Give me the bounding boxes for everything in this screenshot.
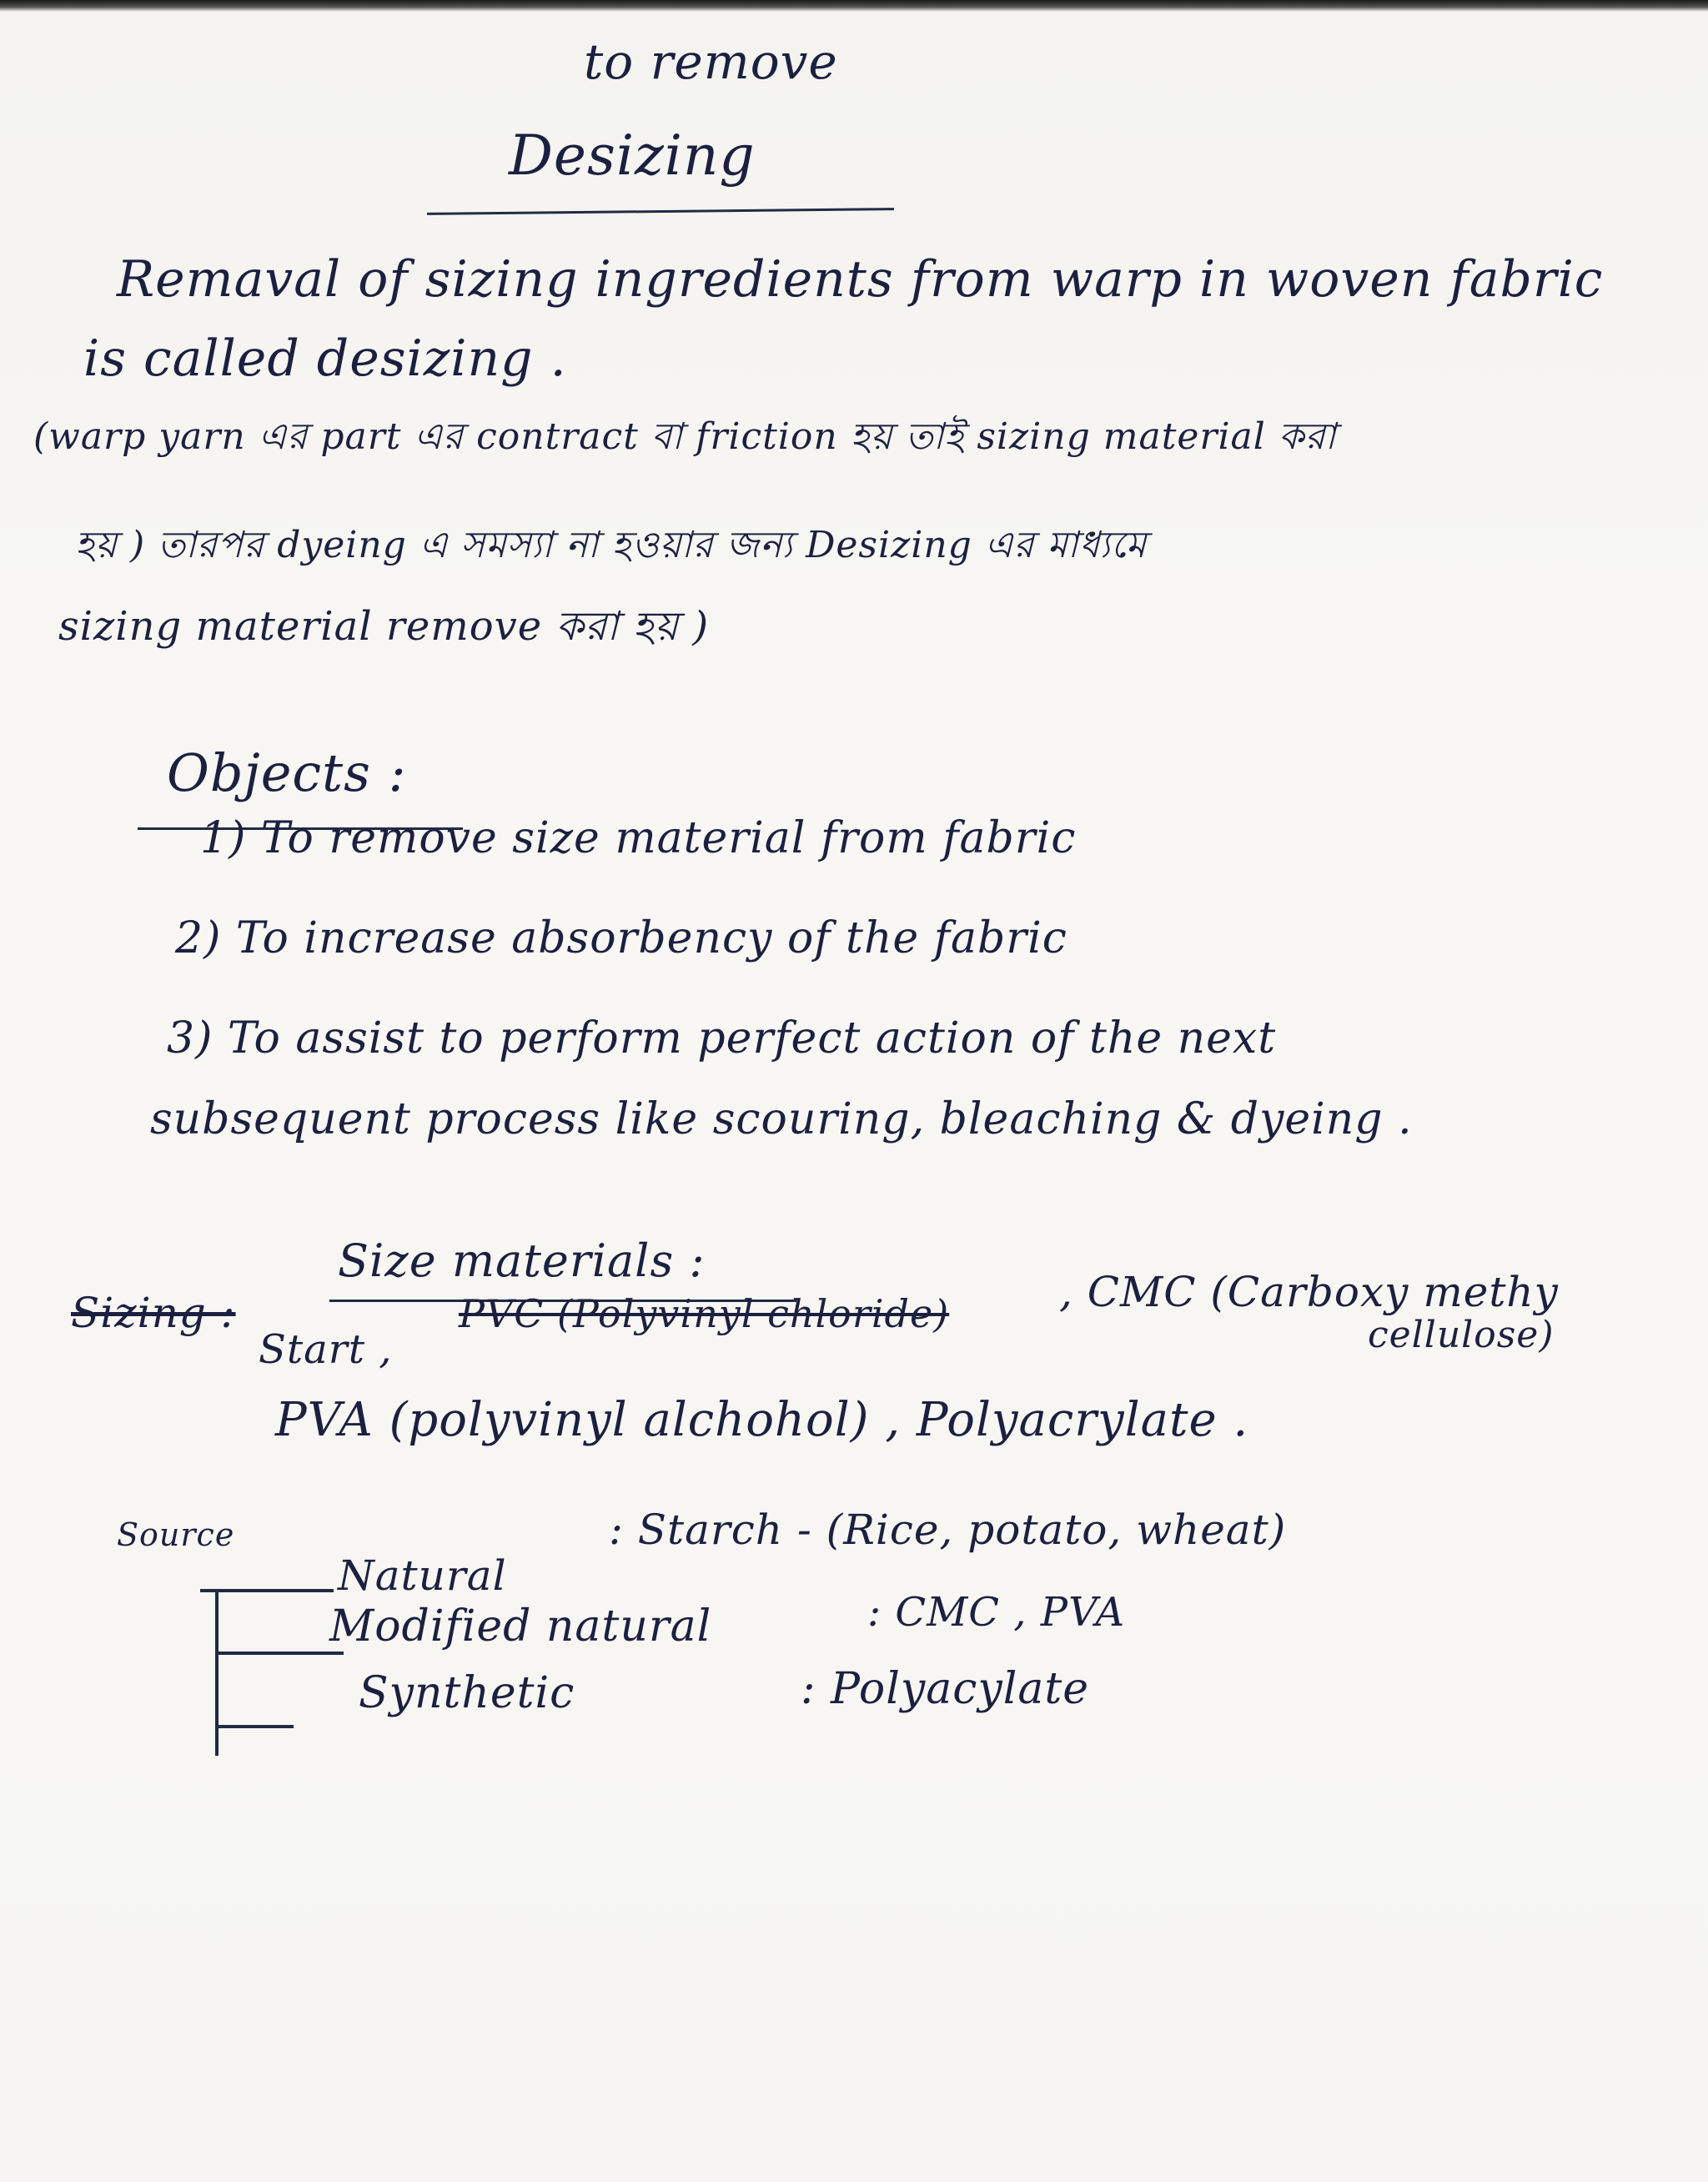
objects-item-3-continued: subsequent process like scouring, bleaching & dyeing . [150, 1094, 1413, 1144]
source-label: Source [117, 1516, 235, 1553]
source-natural-value: : Starch - (Rice, potato, wheat) [609, 1506, 1287, 1554]
page-title: Desizing [509, 123, 756, 188]
source-synthetic-value: : Polyacylate [801, 1664, 1090, 1714]
source-natural-name: Natural [338, 1551, 507, 1600]
source-tree-branch [219, 1652, 344, 1655]
bleed-through [500, 1885, 515, 1939]
size-pva-line: PVA (polyvinyl alchohol) , Polyacrylate . [275, 1393, 1249, 1447]
bleed-through [467, 684, 482, 738]
size-start: Start , [259, 1326, 393, 1373]
size-cmc: , CMC (Carboxy methy [1059, 1268, 1559, 1316]
size-cmc-continued: cellulose) [1368, 1314, 1555, 1356]
definition-line-1: Remaval of sizing ingredients from warp in woven fabric [117, 250, 1604, 309]
struck-pvc: PVC (Polyvinyl chloride) [459, 1291, 950, 1336]
objects-heading: Objects : [167, 742, 407, 803]
source-synthetic-name: Synthetic [359, 1668, 575, 1718]
source-tree-branch [219, 1725, 294, 1728]
source-modified-value: : CMC , PVA [867, 1589, 1126, 1636]
objects-item-1: 1) To remove size material from fabric [200, 813, 1077, 863]
objects-item-2: 2) To increase absorbency of the fabric [175, 913, 1068, 963]
definition-line-2: is called desizing . [83, 329, 567, 388]
objects-item-3: 3) To assist to perform perfect action of the next [167, 1013, 1277, 1063]
bleed-through [1068, 1193, 1083, 1247]
page-top-edge [0, 0, 1708, 12]
title-underline [427, 208, 894, 215]
bengali-note-line-2: হয় ) তারপর dyeing এ সমস্যা না হওয়ার জন্য Desizing এর মাধ্যমে [75, 524, 1148, 566]
source-tree-branch [200, 1589, 334, 1592]
title-note: to remove [584, 33, 838, 90]
source-tree-trunk [215, 1589, 219, 1756]
bengali-note-line-1: (warp yarn এর part এর contract বা friction হয় তাই sizing material করা [33, 415, 1337, 458]
source-modified-name: Modified natural [329, 1601, 712, 1652]
size-materials-heading: Size materials : [338, 1234, 706, 1287]
struck-sizing-label: Sizing : [71, 1289, 236, 1337]
bengali-note-line-3: sizing material remove করা হয় ) [58, 603, 710, 650]
